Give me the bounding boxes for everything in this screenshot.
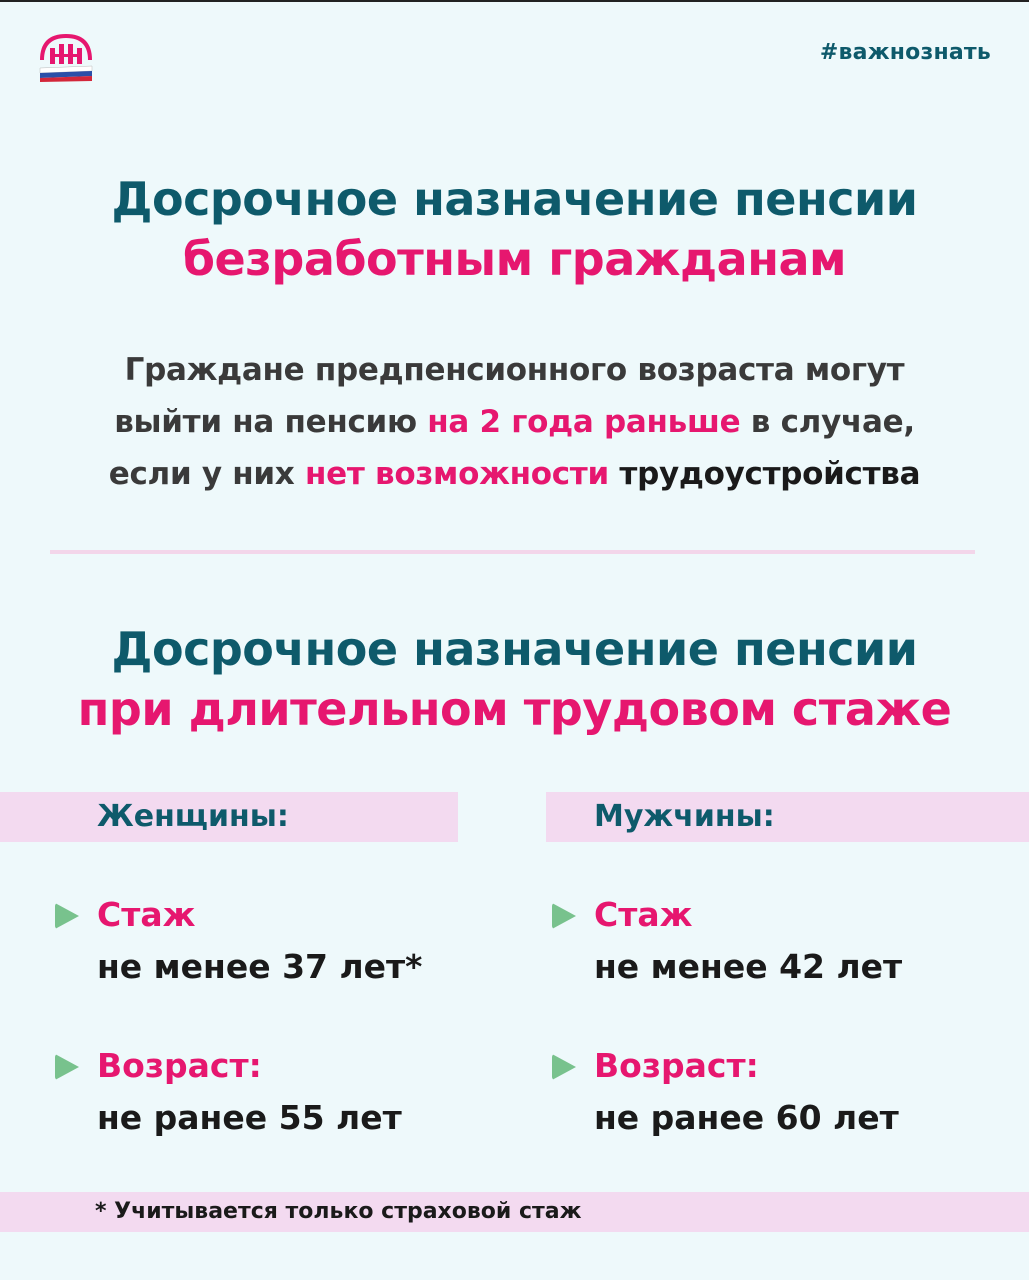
hashtag: #важнознать — [819, 40, 991, 65]
triangle-bullet-icon — [55, 1054, 79, 1080]
footnote-band — [0, 1192, 1029, 1232]
pfr-logo-icon — [36, 30, 96, 82]
women-experience-value: не менее 37 лет* — [97, 947, 423, 986]
para-line3 — [0, 448, 1029, 500]
para-line1: Граждане предпенсионного возраста могут — [124, 352, 905, 388]
women-heading-band — [0, 792, 458, 842]
para-highlight-2-years: на 2 года раньше — [427, 404, 741, 440]
footnote: * Учитывается только страховой стаж — [95, 1199, 582, 1224]
triangle-bullet-icon — [552, 1054, 576, 1080]
top-border — [0, 0, 1029, 2]
divider — [50, 550, 975, 554]
triangle-bullet-icon — [55, 903, 79, 929]
men-age-label: Возраст: — [594, 1046, 759, 1085]
men-experience-value: не менее 42 лет — [594, 947, 903, 986]
para-line2 — [0, 396, 1029, 448]
men-experience-label: Стаж — [594, 895, 693, 934]
para-line3-text: если у них — [108, 456, 305, 492]
men-heading: Мужчины: — [594, 799, 775, 834]
men-age-value: не ранее 60 лет — [594, 1098, 899, 1137]
women-experience-label: Стаж — [97, 895, 196, 934]
men-heading-band — [546, 792, 1029, 842]
para-highlight-no-opportunity: нет возможности — [305, 456, 609, 492]
women-age-value: не ранее 55 лет — [97, 1098, 402, 1137]
section2-title-line2: при длительном трудовом стаже — [77, 682, 952, 736]
women-age-label: Возраст: — [97, 1046, 262, 1085]
section1-title-line1: Досрочное назначение пенсии — [111, 172, 918, 226]
para-line3-end: трудоустройства — [608, 456, 921, 492]
women-heading: Женщины: — [97, 799, 289, 834]
section1-paragraph — [0, 344, 1029, 500]
para-line2-end: в случае, — [740, 404, 915, 440]
triangle-bullet-icon — [552, 903, 576, 929]
section2-title-line1: Досрочное назначение пенсии — [111, 622, 918, 676]
section1-title-line2: безработным гражданам — [182, 232, 847, 286]
para-line2-text: выйти на пенсию — [114, 404, 428, 440]
